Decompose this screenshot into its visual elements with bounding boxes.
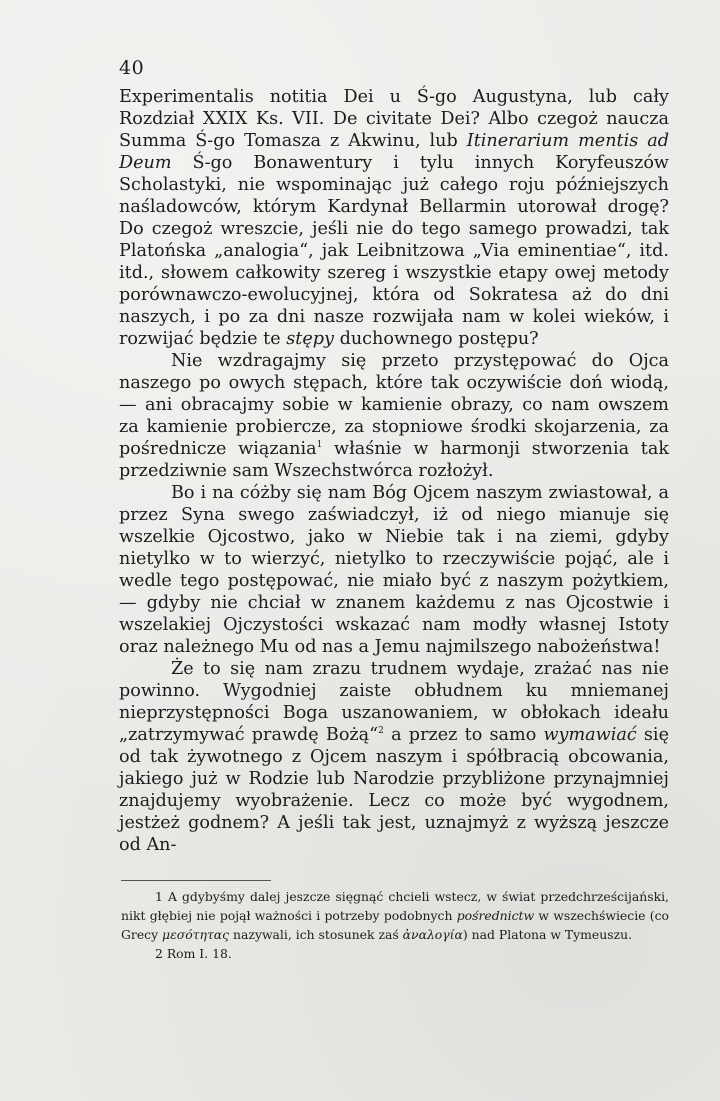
main-text	[119, 86, 669, 856]
paragraph-1: Experimentalis notitia Dei u Ś-go Augustyna, lub cały Rozdział XXIX Ks. VII. De civitate Dei? Albo czegoż naucza Summa Ś-go Tomasza z Akwinu, lub Itinerarium mentis ad Deum Ś-go Bonawentury i tylu innych Koryfeuszów Scholastyki, nie wspominając już całego roju późniejszych naśladowców, którym Kardynał Bellarmin utorował drogę? Do czegoż wreszcie, jeśli nie do tego samego prowadzi, tak Platońska „analogia“, jak Leibnitzowa „Via eminentiae“, itd. itd., słowem całkowity szereg i wszystkie etapy owej metody porównawczo-ewolucyjnej, która od Sokratesa aż do dni naszych, i po za dni nasze rozwijała nam w kolei wieków, i rozwijać będzie te stępy duchownego postępu?	[119, 87, 669, 349]
footnote-2: 2 Rom I. 18.	[155, 946, 232, 961]
title-itinerarium: Itinerarium mentis ad Deum	[119, 131, 669, 173]
footnote-ref-2: 2	[378, 726, 384, 737]
term-wymawiac: wymawiać	[543, 725, 637, 745]
footnote-ref-1: 1	[316, 440, 323, 451]
term-stepy: stępy	[286, 329, 334, 349]
paragraph-2: Nie wzdragajmy się przeto przystępować do Ojca naszego po owych stępach, które tak oczywiście doń wiodą, — ani obracajmy sobie w kamienie obrazy, co nam owszem za kamienie probiercze, za stopniowe środki skojarzenia, za pośrednicze wiązania$^1$ właśnie w harmonji stworzenia tak przedziwnie sam Wszechstwórca rozłożył.	[119, 351, 669, 481]
paragraph-3: Bo i na cóżby się nam Bóg Ojcem naszym zwiastował, a przez Syna swego zaświadczył, iż od niego mianuje się wszelkie Ojcostwo, jako w Niebie tak i na ziemi, gdyby nietylko w to wierzyć, nietylko to rzeczywiście pojąć, ale i wedle tego postępować, nie miało być z naszym pożytkiem, — gdyby nie chciał w znanem każdemu z nas Ojcostwie i wszelakiej Ojczystości wskazać nam modły własnej Istoty oraz należnego Mu od nas a Jemu najmilszego nabożeństwa!	[119, 483, 669, 657]
footnote-divider	[121, 880, 271, 881]
footnotes	[121, 887, 669, 963]
footnote-1: 1 A gdybyśmy dalej jeszcze sięgnąć chcieli wstecz, w świat przedchrześcijański, nikt głębiej nie pojął ważności i potrzeby podobnych pośrednictw w wszechświecie (co Grecy μεσότητας nazywali, ich stosunek zaś ἀναλογία) nad Platona w Tymeuszu.	[121, 889, 669, 942]
page-number: 40	[119, 57, 145, 79]
paragraph-4: Że to się nam zrazu trudnem wydaje, zrażać nas nie powinno. Wygodniej zaiste obłudnem ku mniemanej nieprzystępności Boga uszanowaniem, w obłokach ideału „zatrzymywać prawdę Bożą“$^2$ a przez to samo wymawiać się od tak żywotnego z Ojcem naszym i spółbracią obcowania, jakiego już w Rodzie lub Narodzie przybliżone przynajmniej znajdujemy wyobrażenie. Lecz co może być wygodnem, jestżeż godnem? A jeśli tak jest, uznajmyż z wyższą jeszcze od An-	[119, 659, 669, 855]
